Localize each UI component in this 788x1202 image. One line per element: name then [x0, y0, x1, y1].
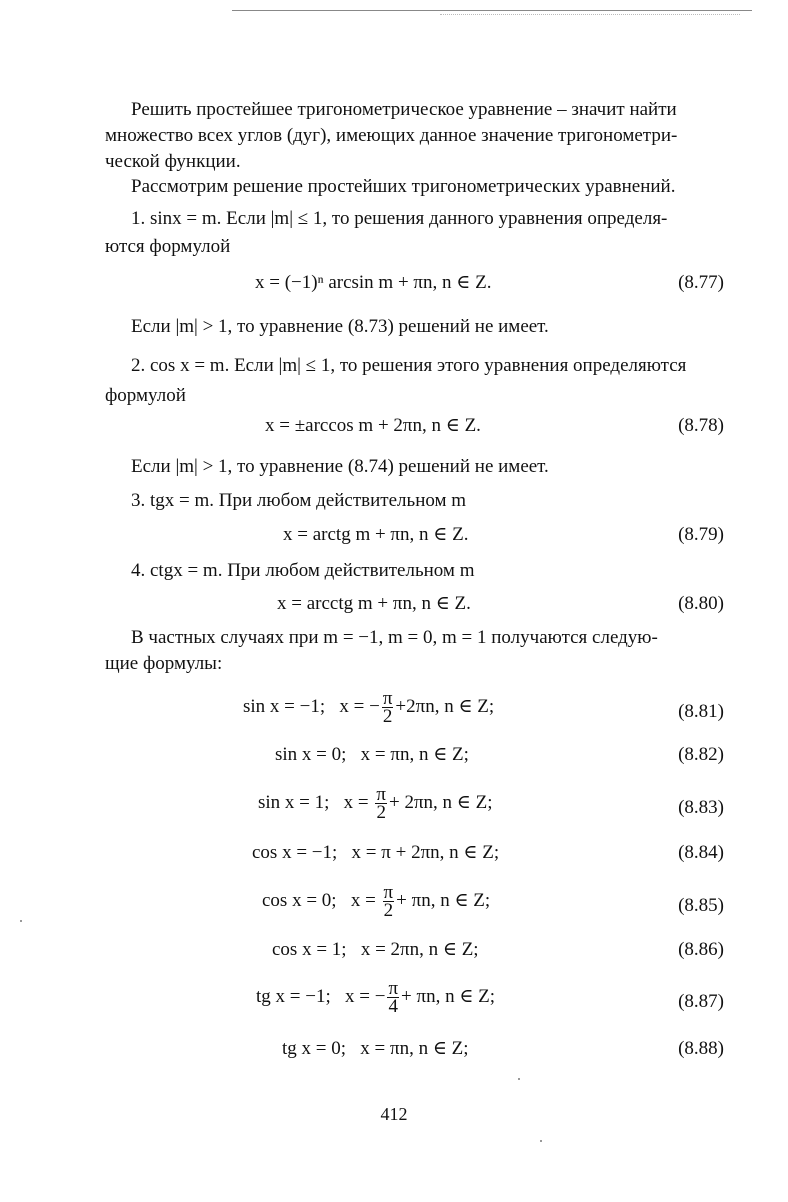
eq-number-8-80: (8.80)	[678, 593, 724, 614]
formula-8-86: cos x = 1; x = 2πn, n ∈ Z;	[272, 939, 479, 960]
header-rule	[232, 10, 752, 11]
intro-line-4: Рассмотрим решение простейших тригонометрических уравнений.	[131, 176, 676, 197]
scan-speck	[540, 1140, 542, 1142]
eq-number-8-86: (8.86)	[678, 939, 724, 960]
formula-8-77: x = (−1)ⁿ arcsin m + πn, n ∈ Z.	[255, 272, 492, 293]
special-line-2: щие формулы:	[105, 653, 223, 674]
case1-line-1: 1. sinx = m. Если |m| ≤ 1, то решения данного уравнения определя-	[131, 208, 668, 229]
eq-number-8-85: (8.85)	[678, 895, 724, 916]
special-line-1: В частных случаях при m = −1, m = 0, m = 1 получаются следую-	[131, 627, 658, 648]
case2-note: Если |m| > 1, то уравнение (8.74) решений не имеет.	[131, 456, 549, 477]
intro-line-2: множество всех углов (дуг), имеющих данное значение тригонометри-	[105, 125, 678, 146]
formula-8-83: sin x = 1; x = $\frac{\pi}{2}$ + 2πn, n ∈ Z;	[258, 784, 493, 823]
formula-8-80: x = arcctg m + πn, n ∈ Z.	[277, 593, 471, 614]
formula-8-82: sin x = 0; x = πn, n ∈ Z;	[275, 744, 469, 765]
eq-number-8-87: (8.87)	[678, 991, 724, 1012]
eq-number-8-88: (8.88)	[678, 1038, 724, 1059]
eq-number-8-79: (8.79)	[678, 524, 724, 545]
page-number: 412	[380, 1104, 408, 1124]
eq-number-8-77: (8.77)	[678, 272, 724, 293]
intro-line-3: ческой функции.	[105, 151, 241, 172]
formula-8-81: sin x = −1; x = − $\frac{\pi}{2}$ +2πn, n ∈ Z;	[243, 688, 495, 727]
case1-line-2: ются формулой	[105, 236, 231, 257]
eq-number-8-84: (8.84)	[678, 842, 724, 863]
intro-line-1: Решить простейшее тригонометрическое уравнение – значит найти	[131, 99, 677, 120]
formula-8-79: x = arctg m + πn, n ∈ Z.	[283, 524, 469, 545]
case4-line-1: 4. ctgx = m. При любом действительном m	[131, 560, 475, 581]
scan-speck	[20, 920, 22, 922]
eq-number-8-83: (8.83)	[678, 797, 724, 818]
scan-speck	[518, 1078, 520, 1080]
formula-8-84: cos x = −1; x = π + 2πn, n ∈ Z;	[252, 842, 500, 863]
case2-line-1: 2. cos x = m. Если |m| ≤ 1, то решения этого уравнения определяются	[131, 355, 687, 376]
case1-note: Если |m| > 1, то уравнение (8.73) решений не имеет.	[131, 316, 549, 337]
formula-8-87: tg x = −1; x = − $\frac{\pi}{4}$ + πn, n ∈ Z;	[256, 978, 496, 1017]
eq-number-8-82: (8.82)	[678, 744, 724, 765]
formula-8-88: tg x = 0; x = πn, n ∈ Z;	[282, 1038, 469, 1059]
eq-number-8-81: (8.81)	[678, 701, 724, 722]
eq-number-8-78: (8.78)	[678, 415, 724, 436]
header-rule-dotted	[440, 14, 740, 15]
formula-8-85: cos x = 0; x = $\frac{\pi}{2}$ + πn, n ∈ Z;	[262, 882, 491, 921]
case3-line-1: 3. tgx = m. При любом действительном m	[131, 490, 467, 511]
case2-line-2: формулой	[105, 385, 186, 406]
formula-8-78: x = ±arccos m + 2πn, n ∈ Z.	[265, 415, 481, 436]
